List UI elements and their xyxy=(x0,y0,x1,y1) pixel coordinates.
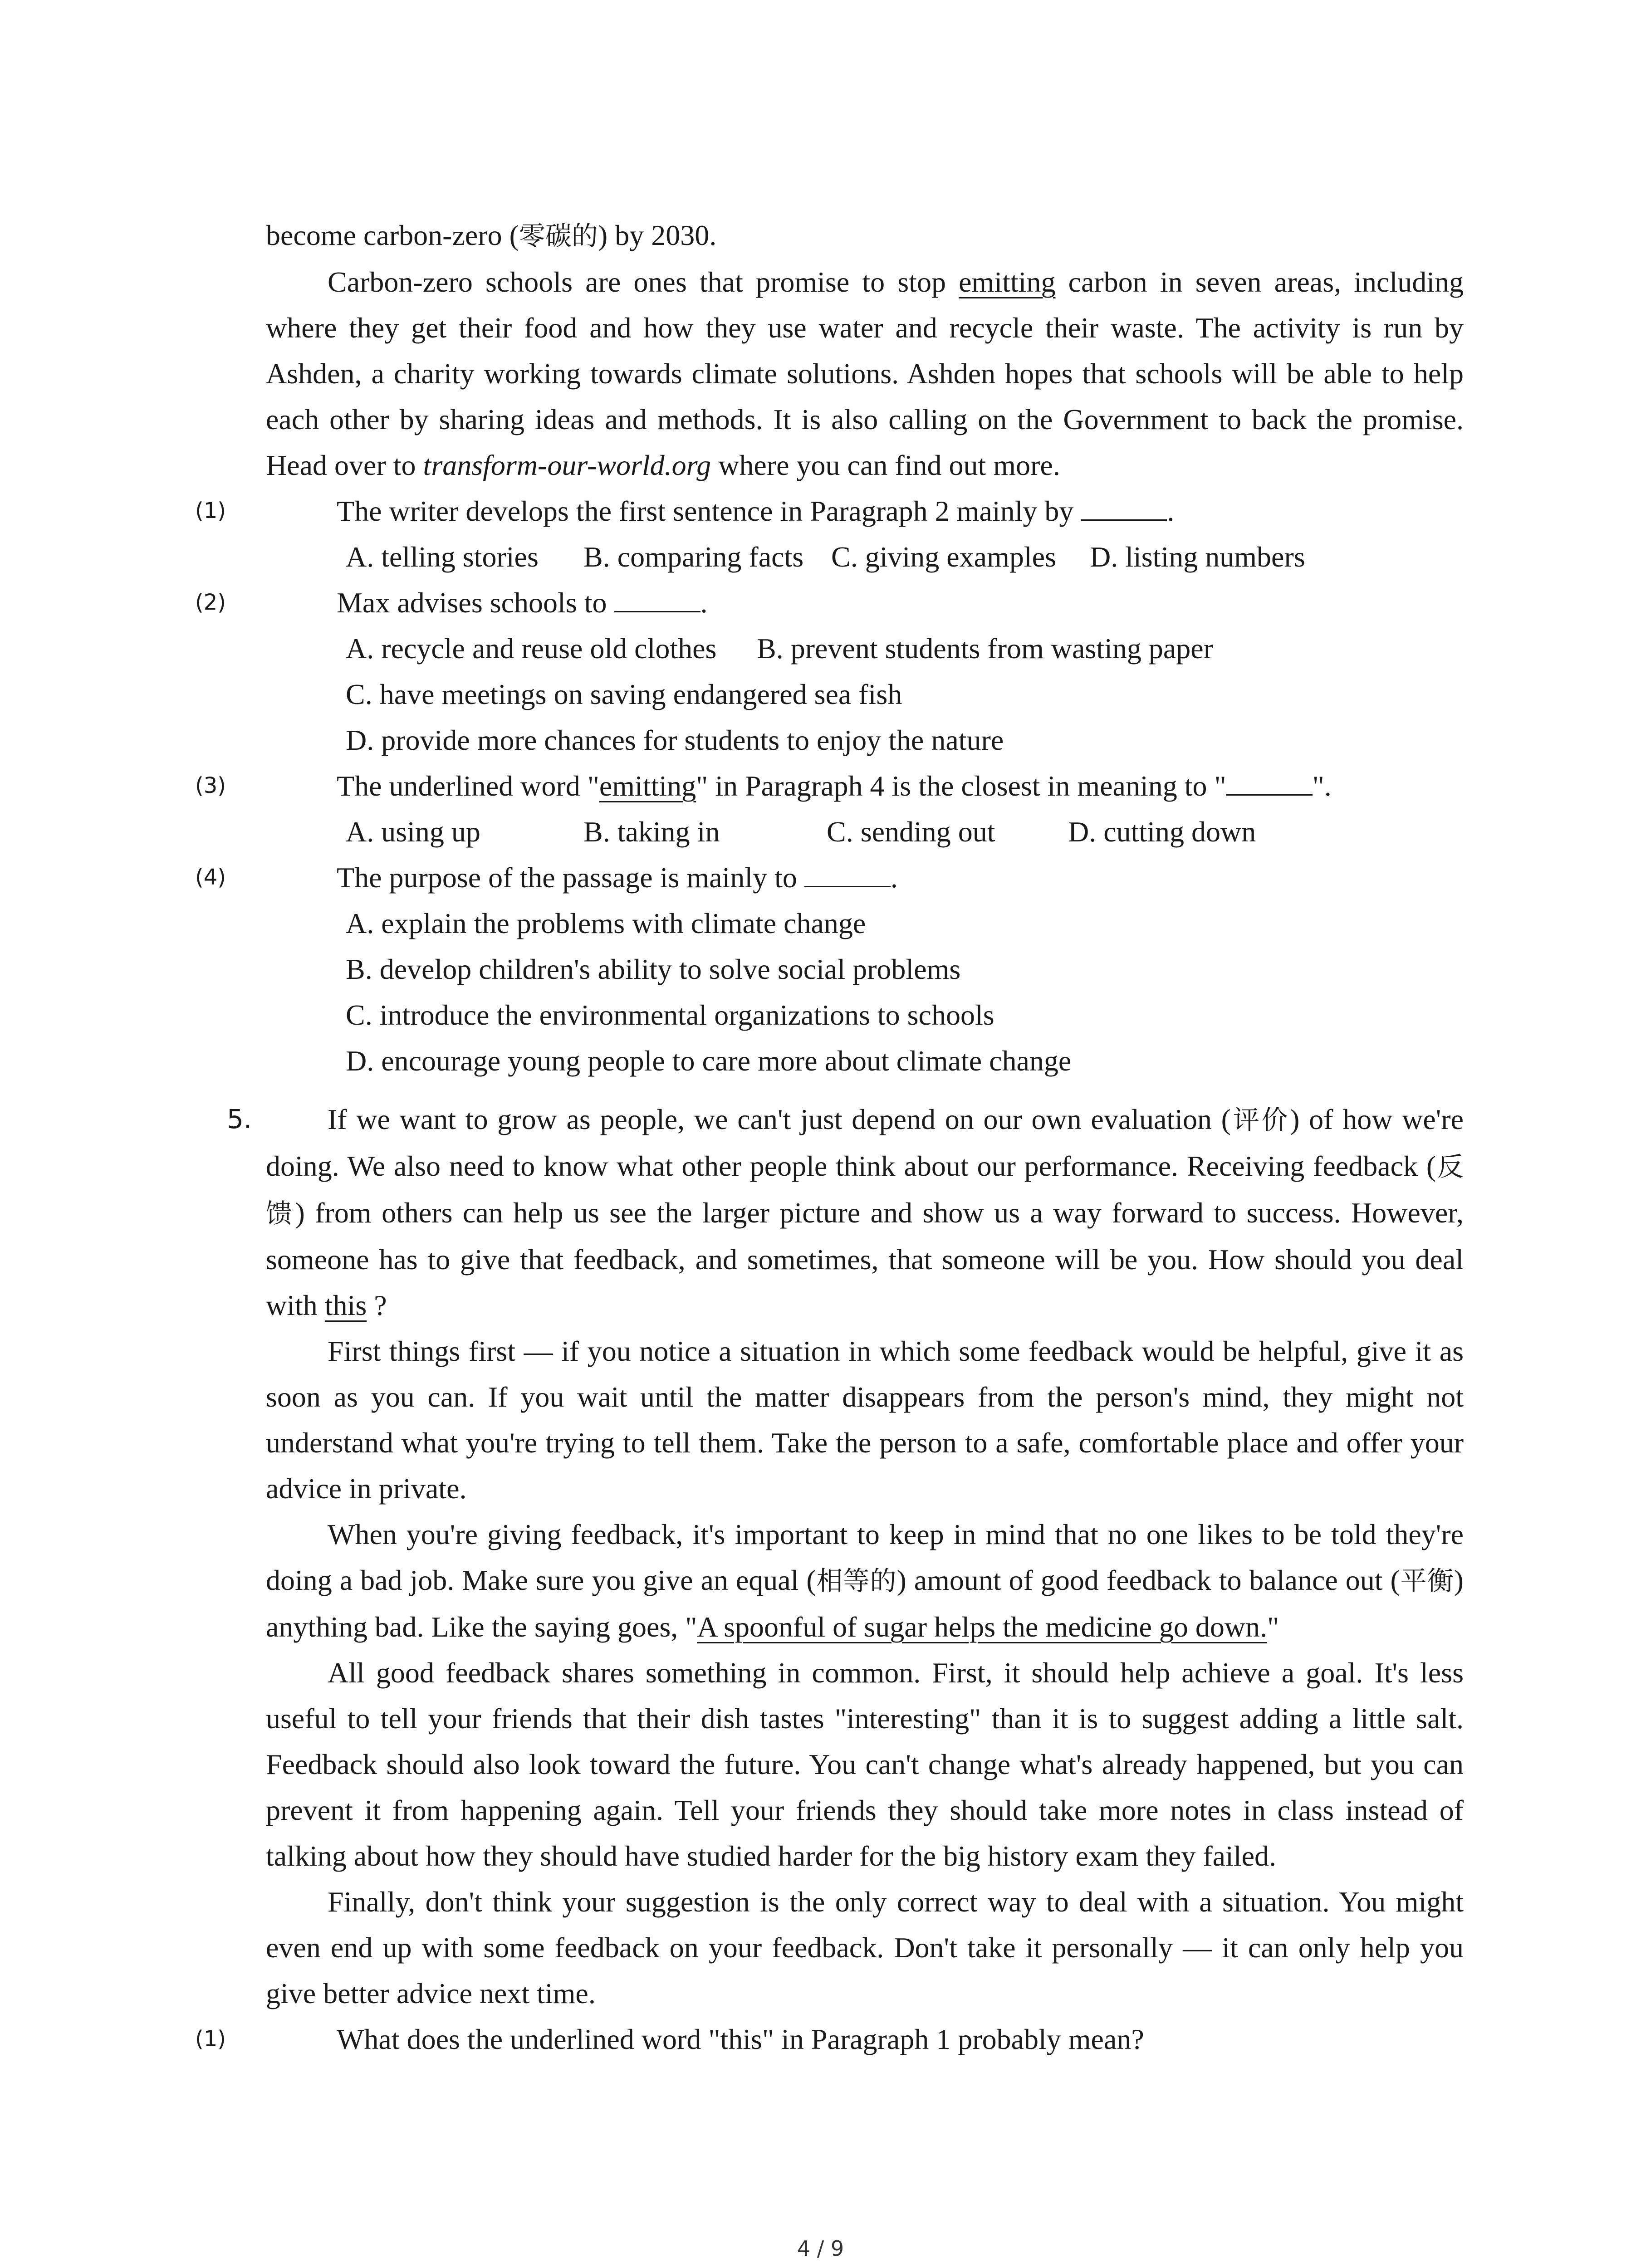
answer-blank xyxy=(1081,492,1167,521)
question-text: What does the underlined word "this" in Paragraph 1 probably mean? xyxy=(337,2023,1144,2055)
underlined-saying: A spoonful of sugar helps the medicine go down. xyxy=(697,1611,1268,1643)
passage4-paragraph: Carbon-zero schools are ones that promise to stop emitting carbon in seven areas, including where they get their food and how they use water and recycle their waste. The activity is run by Ashden, a charity working towards climate solutions. Ashden hopes that schools will be able to help each other by sharing ideas and methods. It is also calling on the Government to back the promise. Head over to transform-our-world.org where you can find out more. xyxy=(266,266,1464,481)
question-number: (3) xyxy=(195,773,226,798)
option-d: D. cutting down xyxy=(1068,816,1256,848)
question-text: Max advises schools to . xyxy=(266,580,1464,626)
question-number: (2) xyxy=(195,590,226,615)
question-text: The writer develops the first sentence in Paragraph 2 mainly by . xyxy=(266,488,1464,534)
passage-5 xyxy=(195,1096,1464,2062)
option-d: D. listing numbers xyxy=(1090,541,1305,573)
page-indicator: 4 / 9 xyxy=(797,2236,844,2261)
answer-blank xyxy=(1226,767,1313,796)
passage5-paragraph-5: Finally, don't think your suggestion is the only correct way to deal with a situation. You might even end up with some feedback on your feedback. Don't take it personally — it can only help you give better advice next time. xyxy=(266,1886,1464,2009)
passage-number: 5. xyxy=(227,1104,252,1134)
question-1-options xyxy=(266,534,1464,580)
passage4-top-line: become carbon-zero (零碳的) by 2030. xyxy=(266,219,717,251)
answer-blank xyxy=(804,859,891,887)
question-number: (1) xyxy=(195,498,226,523)
question-number: (1) xyxy=(195,2026,226,2052)
passage5-question-1 xyxy=(195,2016,1464,2062)
passage5-paragraph-1: If we want to grow as people, we can't just depend on our own evaluation (评价) of how we're doing. We also need to know what other people think about our performance. Receiving feedback (反馈) from others can help us see the larger picture and show us a way forward to success. However, someone has to give that feedback, and sometimes, that someone will be you. How should you deal with this ? xyxy=(266,1103,1464,1321)
question-3 xyxy=(195,763,1464,809)
answer-blank xyxy=(614,584,700,612)
option-b: B. comparing facts xyxy=(583,541,804,573)
passage5-paragraph-4: All good feedback shares something in common. First, it should help achieve a goal. It's less useful to tell your friends that their dish tastes "interesting" than it is to suggest adding a little salt. Feedback should also look toward the future. You can't change what's already happened, but you can prevent it from happening again. Tell your friends they should take more notes in class instead of talking about how they should have studied harder for the big history exam they failed. xyxy=(266,1657,1464,1872)
option-d: D. provide more chances for students to enjoy the nature xyxy=(346,724,1004,756)
question-2 xyxy=(195,580,1464,626)
underlined-word: emitting xyxy=(959,266,1056,298)
option-b: B. taking in xyxy=(583,816,720,848)
option-c: C. giving examples xyxy=(831,541,1056,573)
option-a: A. using up xyxy=(346,816,480,848)
option-c: C. introduce the environmental organizations to schools xyxy=(346,999,994,1031)
question-4 xyxy=(195,855,1464,900)
question-3-options xyxy=(266,809,1464,855)
option-a: A. telling stories xyxy=(346,541,539,573)
question-1 xyxy=(195,488,1464,534)
option-c: C. sending out xyxy=(827,816,995,848)
question-text: The underlined word "emitting" in Paragraph 4 is the closest in meaning to " ". xyxy=(266,763,1464,809)
option-c: C. have meetings on saving endangered sea fish xyxy=(346,678,902,710)
question-text: The purpose of the passage is mainly to . xyxy=(266,855,1464,900)
option-b: B. develop children's ability to solve social problems xyxy=(346,953,961,985)
question-4-options xyxy=(266,900,1464,1084)
question-2-options xyxy=(266,626,1464,763)
option-a: A. explain the problems with climate change xyxy=(346,907,866,939)
question-number: (4) xyxy=(195,865,226,890)
passage5-paragraph-2: First things first — if you notice a situation in which some feedback would be helpful, give it as soon as you can. If you wait until the matter disappears from the person's mind, they might not understand what you're trying to tell them. Take the person to a safe, comfortable place and offer your advice in private. xyxy=(266,1335,1464,1505)
website-text: transform-our-world.org xyxy=(423,449,711,481)
page-content xyxy=(195,212,1464,2062)
underlined-word: this xyxy=(324,1289,367,1321)
option-d: D. encourage young people to care more about climate change xyxy=(346,1045,1072,1077)
passage5-paragraph-3: When you're giving feedback, it's important to keep in mind that no one likes to be told they're doing a bad job. Make sure you give an equal (相等的) amount of good feedback to balance out (平衡) anything bad. Like the saying goes, "A spoonful of sugar helps the medicine go down." xyxy=(266,1518,1464,1643)
option-b: B. prevent students from wasting paper xyxy=(757,632,1213,665)
option-a: A. recycle and reuse old clothes xyxy=(346,632,717,665)
